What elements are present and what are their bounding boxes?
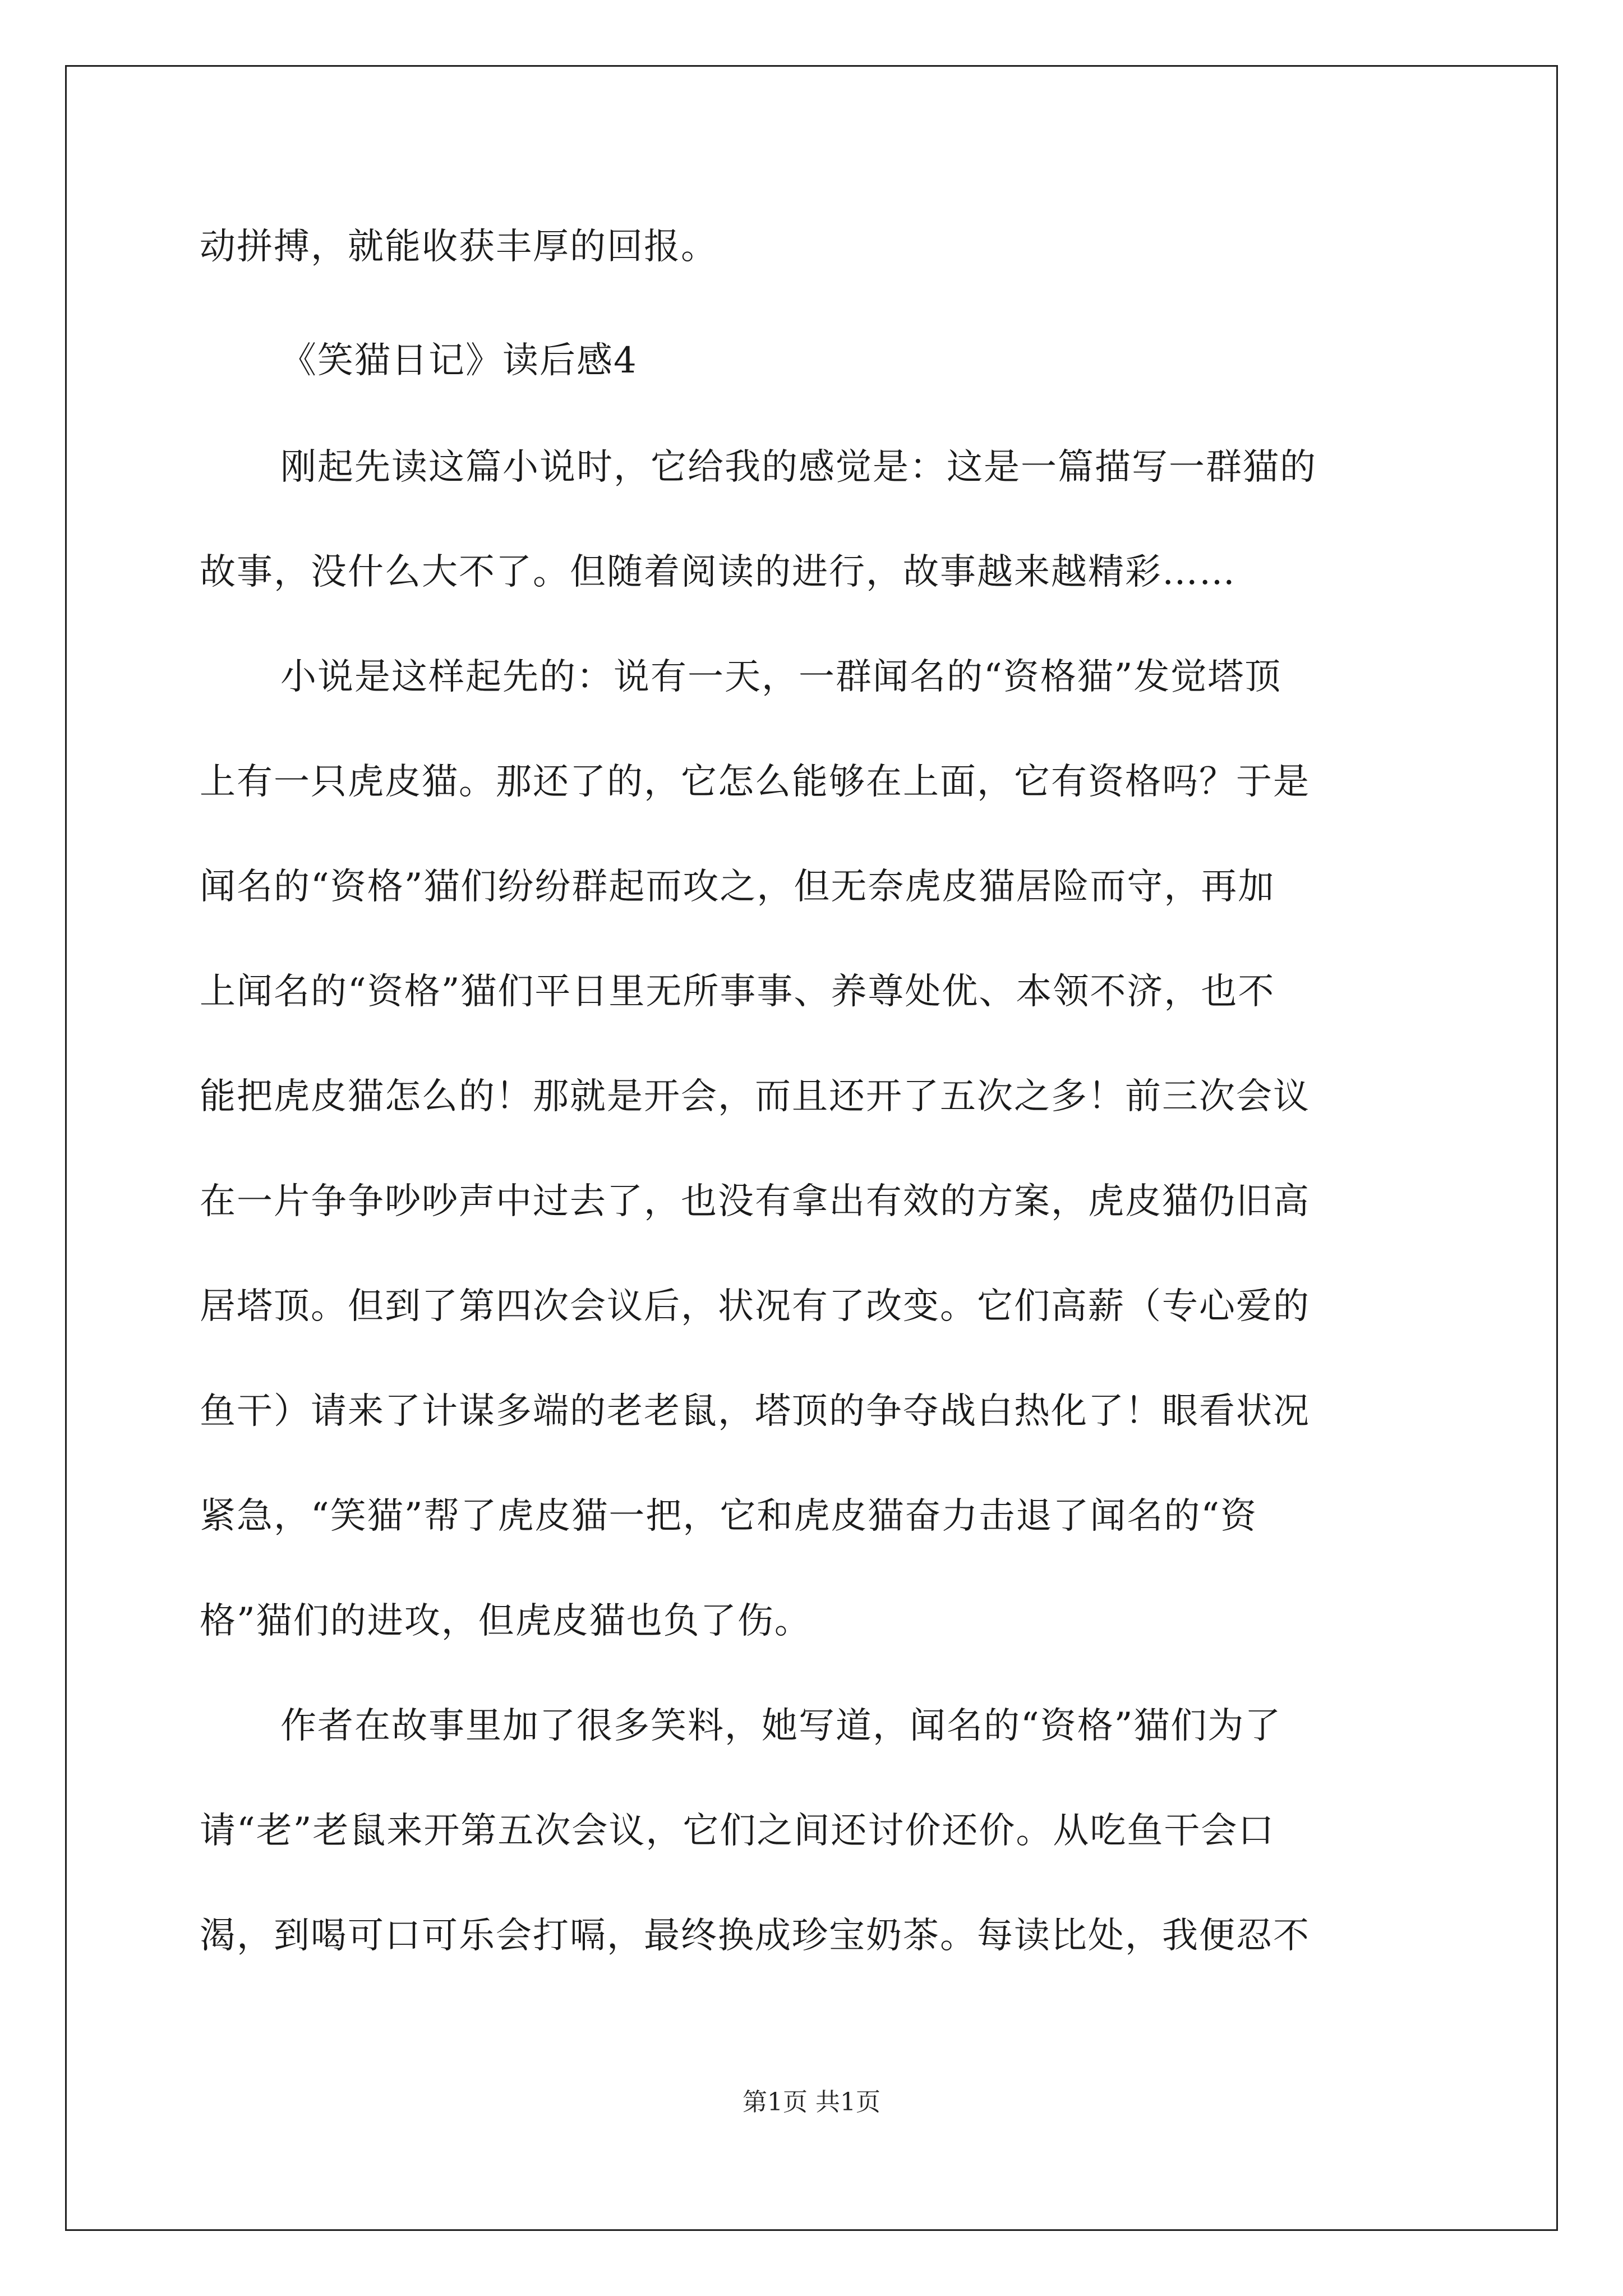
text-line: 请“老”老鼠来开第五次会议，它们之间还讨价还价。从吃鱼干会口 xyxy=(200,1810,1275,1852)
text-line: 在一片争争吵吵声中过去了，也没有拿出有效的方案，虎皮猫仍旧高 xyxy=(200,1181,1310,1222)
page-border xyxy=(65,65,1558,2231)
text-line: 上闻名的“资格”猫们平日里无所事事、养尊处优、本领不济，也不 xyxy=(200,971,1275,1013)
text-line: 闻名的“资格”猫们纷纷群起而攻之，但无奈虎皮猫居险而守，再加 xyxy=(200,866,1275,908)
section-heading: 《笑猫日记》读后感4 xyxy=(280,340,638,381)
text-line: 刚起先读这篇小说时，它给我的感觉是：这是一篇描写一群猫的 xyxy=(280,447,1317,488)
page-footer: 第1页 共1页 xyxy=(743,2088,880,2116)
text-line: 小说是这样起先的：说有一天，一群闻名的“资格猫”发觉塔顶 xyxy=(280,656,1282,698)
text-line: 能把虎皮猫怎么的！那就是开会，而且还开了五次之多！前三次会议 xyxy=(200,1076,1310,1117)
text-line: 上有一只虎皮猫。那还了的，它怎么能够在上面，它有资格吗？于是 xyxy=(200,761,1310,803)
text-line: 作者在故事里加了很多笑料，她写道，闻名的“资格”猫们为了 xyxy=(280,1705,1282,1747)
text-line: 紧急，“笑猫”帮了虎皮猫一把，它和虎皮猫奋力击退了闻名的“资 xyxy=(200,1496,1258,1537)
text-line: 居塔顶。但到了第四次会议后，状况有了改变。它们高薪（专心爱的 xyxy=(200,1286,1310,1327)
text-line: 动拼搏，就能收获丰厚的回报。 xyxy=(200,226,718,268)
text-line: 渴，到喝可口可乐会打嗝，最终换成珍宝奶茶。每读比处，我便忍不 xyxy=(200,1915,1310,1957)
text-line: 格”猫们的进攻，但虎皮猫也负了伤。 xyxy=(200,1600,811,1642)
text-line: 鱼干）请来了计谋多端的老老鼠，塔顶的争夺战白热化了！眼看状况 xyxy=(200,1391,1310,1432)
text-line: 故事，没什么大不了。但随着阅读的进行，故事越来越精彩…… xyxy=(200,551,1236,593)
